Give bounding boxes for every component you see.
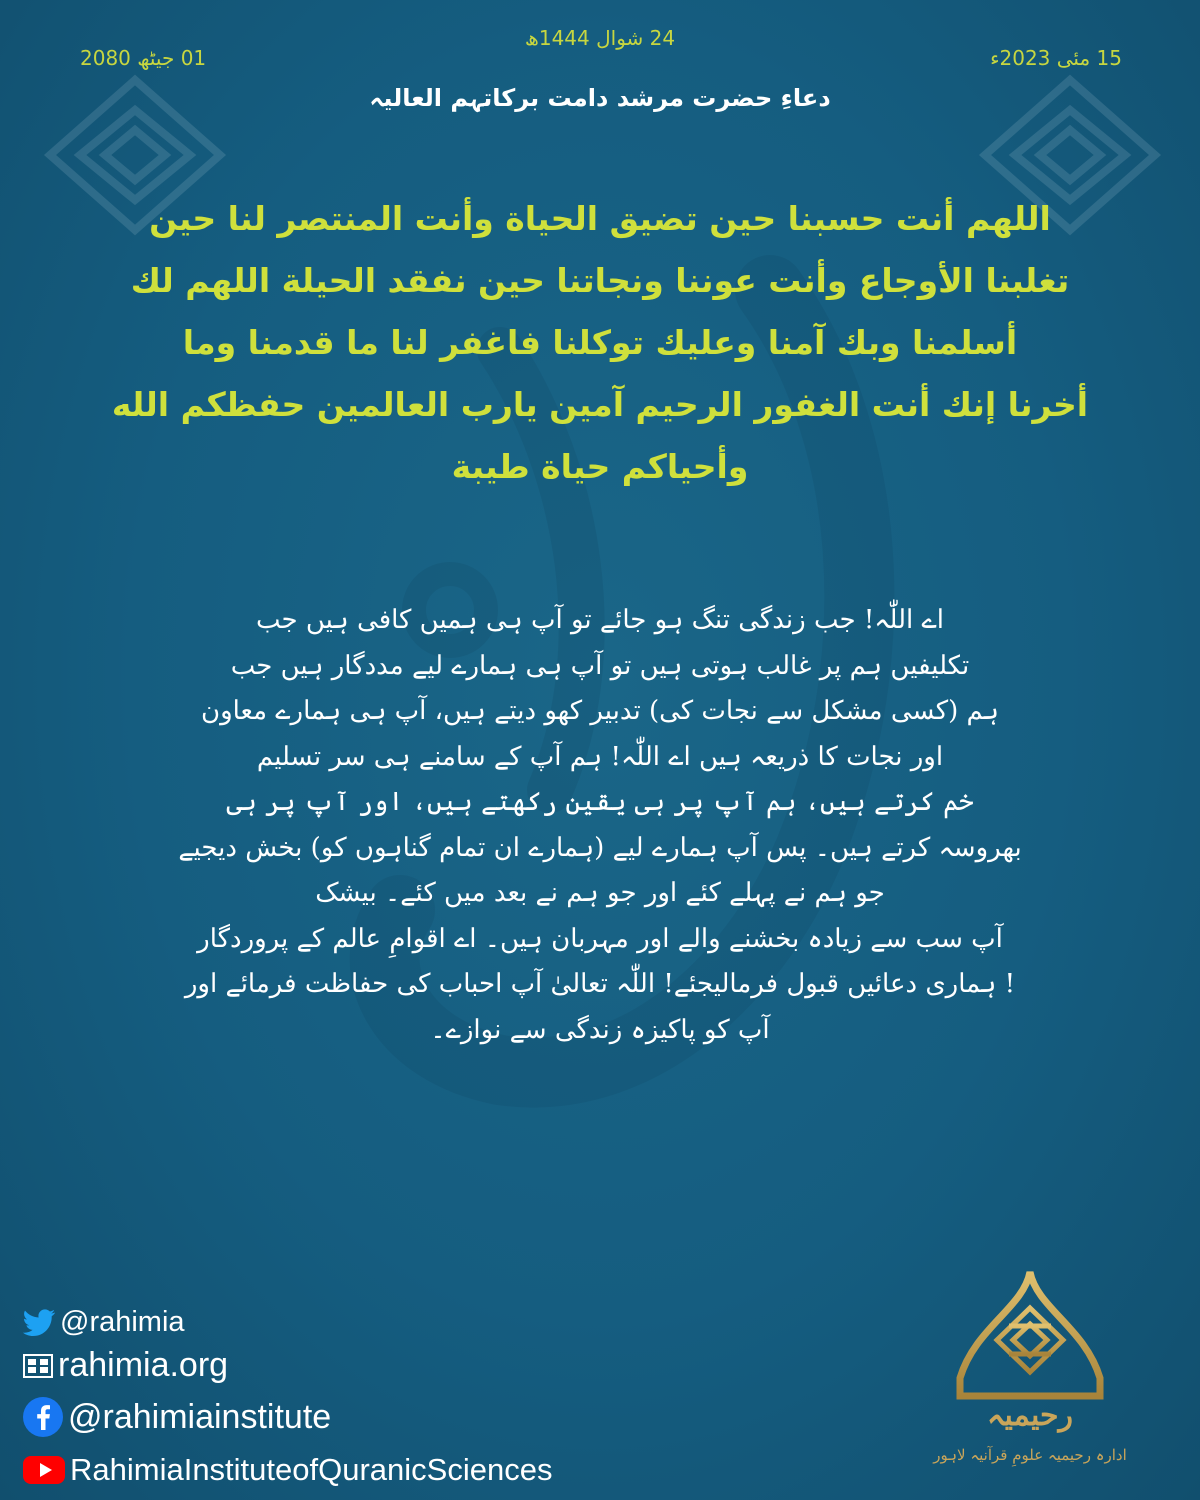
facebook-handle: @rahimiainstitute <box>68 1397 332 1436</box>
urdu-line: ! ہماری دعائیں قبول فرمالیجئے! اللّٰہ تعالیٰ آپ احباب کی حفاظت فرمائے اور <box>184 969 1016 999</box>
bikrami-date: 01 جیٹھ 2080 <box>80 46 207 70</box>
urdu-translation <box>120 598 1080 1053</box>
hijri-date: 24 شوال 1444ھ <box>524 26 676 50</box>
urdu-line: آپ سب سے زیادہ بخشنے والے اور مہربان ہیں۔ اے اقوامِ عالم کے پروردگار <box>197 923 1003 954</box>
logo-subtitle: ادارہ رحیمیہ علومِ قرآنیہ لاہور <box>933 1446 1127 1464</box>
twitter-handle: @rahimia <box>60 1306 185 1338</box>
facebook-link[interactable] <box>22 1396 331 1438</box>
urdu-line: ہم (کسی مشکل سے نجات کی) تدبیر کھو دیتے ہیں، آپ ہی ہمارے معاون <box>200 696 1000 726</box>
twitter-link[interactable] <box>22 1306 185 1339</box>
website-link[interactable] <box>22 1346 228 1385</box>
urdu-line: آپ کو پاکیزہ زندگی سے نوازے۔ <box>430 1014 770 1045</box>
arabic-line: أسلمنا وبك آمنا وعليك توكلنا فاغفر لنا ما قدمنا وما <box>182 323 1018 362</box>
arabic-dua <box>90 188 1110 498</box>
arabic-line: اللهم أنت حسبنا حين تضيق الحياة وأنت المنتصر لنا حين <box>149 199 1051 238</box>
gregorian-date: 15 مئی 2023ء <box>990 46 1122 70</box>
website-url: rahimia.org <box>58 1346 229 1384</box>
urdu-line: اور نجات کا ذریعہ ہیں اے اللّٰہ! ہم آپ کے سامنے ہی سر تسلیم <box>256 741 944 772</box>
twitter-icon <box>22 1309 56 1337</box>
urdu-line: خم کرتے ہیں، ہم آپ پر ہی یقین رکھتے ہیں، اور آپ پر ہی <box>226 787 974 817</box>
arabic-line: أخرنا إنك أنت الغفور الرحيم آمين يارب العالمين حفظكم الله <box>111 385 1089 424</box>
youtube-icon <box>22 1454 66 1486</box>
youtube-channel: RahimiaInstituteofQuranicSciences <box>70 1452 553 1487</box>
urdu-line: اے اللّٰہ! جب زندگی تنگ ہو جائے تو آپ ہی ہمیں کافی ہیں جب <box>256 605 944 635</box>
urdu-line: بھروسہ کرتے ہیں۔ پس آپ ہمارے لیے (ہمارے ان تمام گناہوں کو) بخش دیجیے <box>178 832 1022 863</box>
logo-name: رحیمیہ <box>986 1398 1074 1433</box>
globe-icon <box>22 1352 54 1380</box>
urdu-line: جو ہم نے پہلے کئے اور جو ہم نے بعد میں کئے۔ بیشک <box>315 878 885 908</box>
facebook-icon <box>22 1396 64 1438</box>
page-title: دعاءِ حضرت مرشد دامت برکاتہم العالیہ <box>369 84 831 112</box>
youtube-link[interactable] <box>22 1452 552 1488</box>
arabic-line: تغلبنا الأوجاع وأنت عوننا ونجاتنا حين نفقد الحيلة اللهم لك <box>130 261 1070 300</box>
urdu-line: تکلیفیں ہم پر غالب ہوتی ہیں تو آپ ہی ہمارے لیے مددگار ہیں جب <box>230 650 970 681</box>
arabic-line: وأحياكم حياة طيبة <box>451 447 749 486</box>
